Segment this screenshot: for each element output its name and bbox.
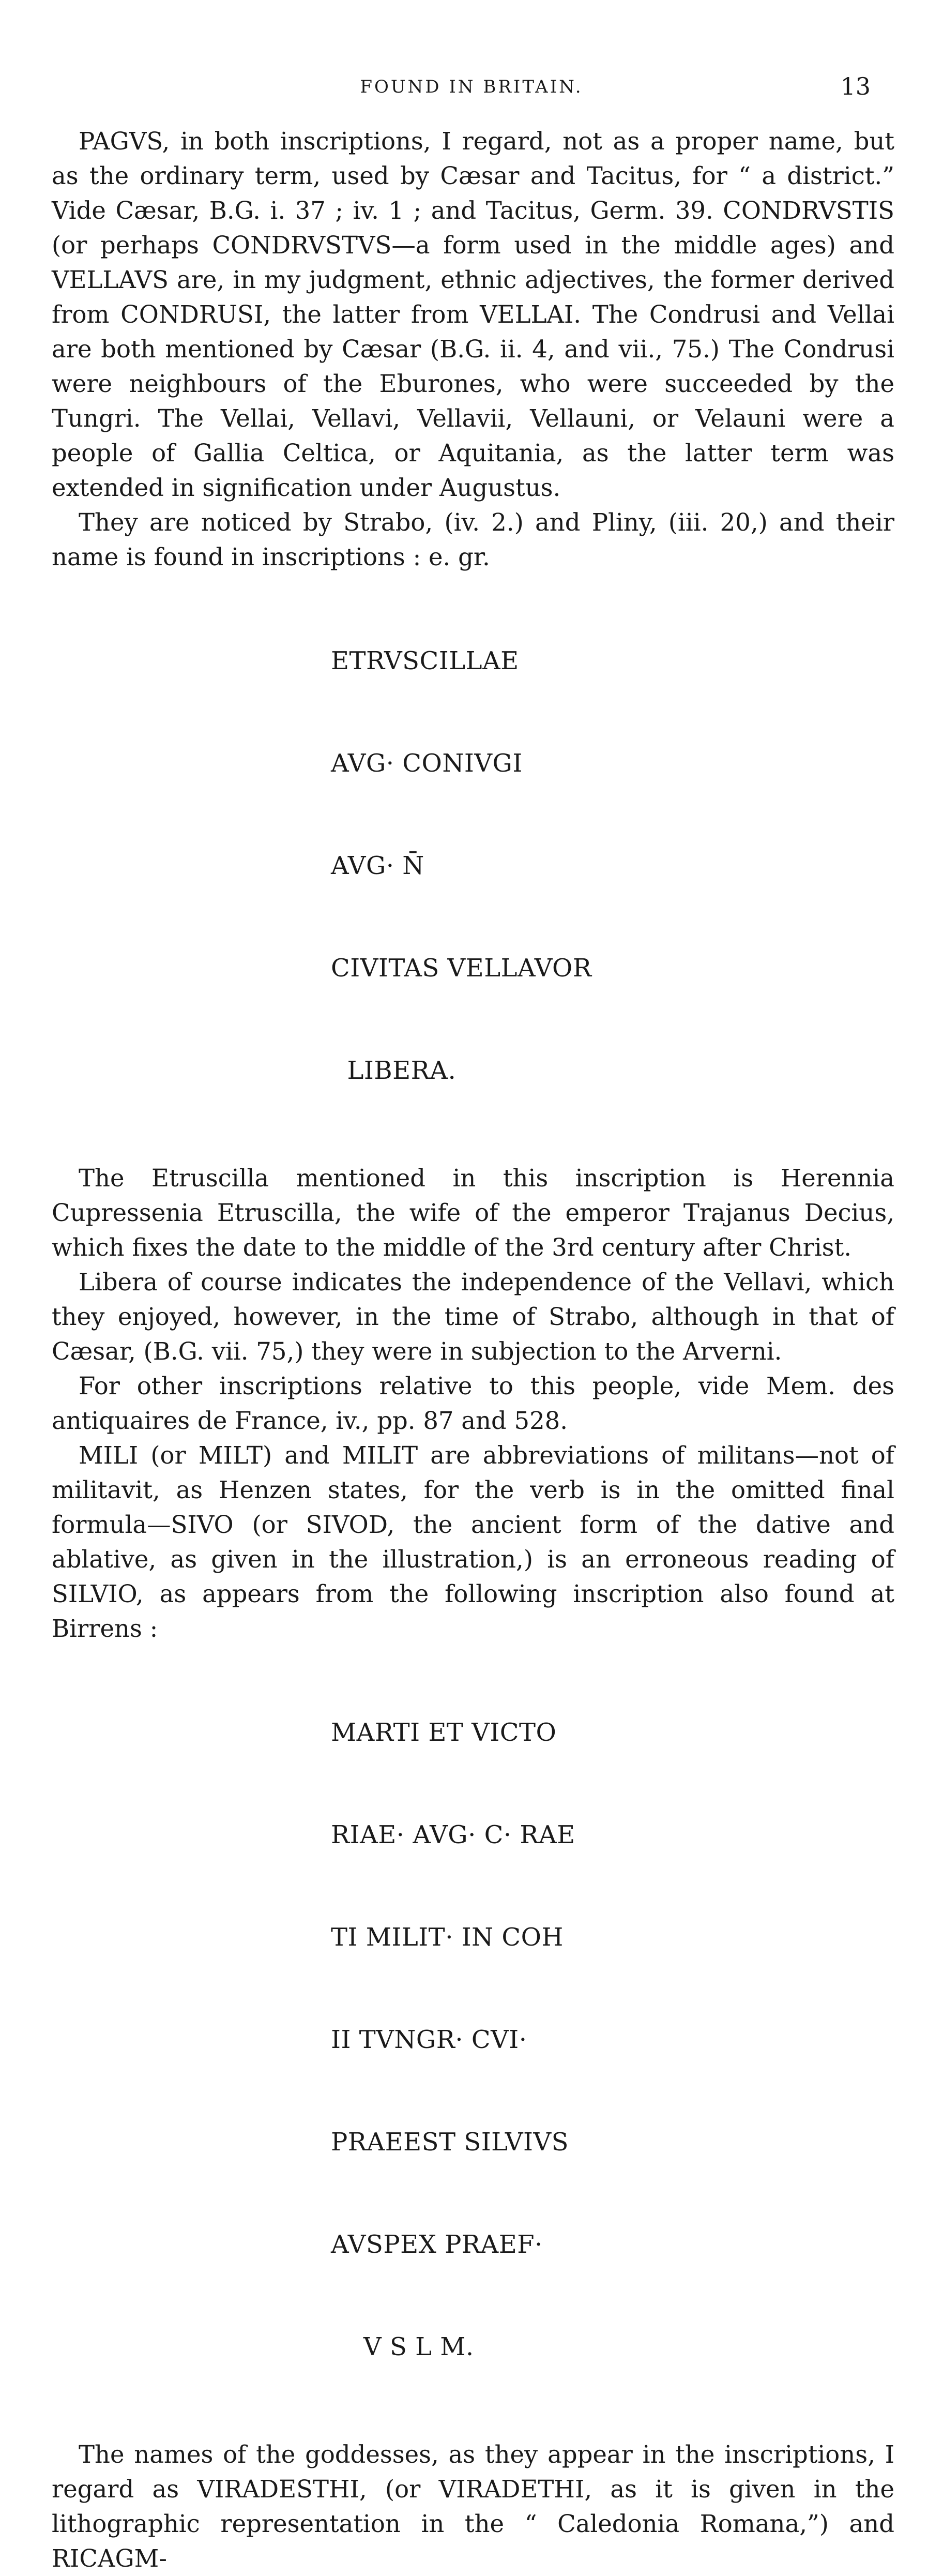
paragraph-mili: MILI (or MILT) and MILIT are abbreviations of militans—not of militavit, as Henzen states, for the verb is in the omitted final formula—SIVO (or SIVOD, the ancient form of the dative and ablative, as given in the illustration,) is an erroneous reading of SILVIO, as appears from the following inscription also found at Birrens : (52, 1441, 894, 1643)
inscription-line: II TVNGR· CVI· (331, 2025, 527, 2054)
inscription-line: AVG· N̄ (331, 851, 424, 880)
inscription-line: CIVITAS VELLAVOR (331, 954, 592, 983)
inscription-line: ETRVSCILLAE (331, 646, 519, 675)
body-text (52, 124, 894, 2576)
inscription-line: AVG· CONIVGI (331, 749, 523, 778)
paragraph-libera: Libera of course indicates the independence of the Vellavi, which they enjoyed, however, in the time of Strabo, although in that of Cæsar, (B.G. vii. 75,) they were in subjection to the Arverni. (52, 1268, 894, 1365)
paragraph-strabo-pliny: They are noticed by Strabo, (iv. 2.) and Pliny, (iii. 20,) and their name is found in inscriptions : e. gr. (52, 508, 894, 571)
paragraph-pagvs: PAGVS, in both inscriptions, I regard, not as a proper name, but as the ordinary term, used by Cæsar and Tacitus, for “ a district.” Vide Cæsar, B.G. i. 37 ; iv. 1 ; and Tacitus, Germ. 39. CONDRVSTIS (or perhaps CONDRVSTVS—a form used in the middle ages) and VELLAVS are, in my judgment, ethnic adjectives, the former derived from CONDRUSI, the latter from VELLAI. The Condrusi and Vellai are both mentioned by Cæsar (B.G. ii. 4, and vii., 75.) The Condrusi were neighbours of the Eburones, who were succeeded by the Tungri. The Vellai, Vellavi, Vellavii, Vellauni, or Velauni were a people of Gallia Celtica, or Aquitania, as the latter term was extended in signification under Augustus. (52, 127, 894, 502)
inscription-line: RIAE· AVG· C· RAE (331, 1820, 575, 1849)
inscription-line: PRAEEST SILVIVS (331, 2128, 569, 2157)
inscription-line: MARTI ET VICTO (331, 1718, 557, 1747)
inscription-etruscilla (52, 576, 894, 1156)
inscription-line: LIBERA. (331, 1056, 457, 1085)
page-header (52, 72, 891, 108)
inscription-line: AVSPEX PRAEF· (331, 2230, 543, 2259)
paragraph-other-inscriptions: For other inscriptions relative to this people, vide Mem. des antiquaires de France, iv., pp. 87 and 528. (52, 1372, 894, 1435)
paragraph-etruscilla: The Etruscilla mentioned in this inscription is Herennia Cupressenia Etruscilla, the wife of the emperor Trajanus Decius, which fixes the date to the middle of the 3rd century after Christ. (52, 1164, 894, 1261)
running-title: FOUND IN BRITAIN. (360, 77, 583, 97)
paragraph-goddesses: The names of the goddesses, as they appear in the inscriptions, I regard as VIRADESTHI, (or VIRADETHI, as it is given in the lithographic representation in the “ Caledonia Romana,”) and RICAGM- (52, 2441, 894, 2572)
page-number: 13 (840, 72, 871, 100)
inscription-birrens (52, 1647, 894, 2432)
inscription-line: TI MILIT· IN COH (331, 1923, 564, 1952)
inscription-line: V S L M. (331, 2332, 474, 2361)
